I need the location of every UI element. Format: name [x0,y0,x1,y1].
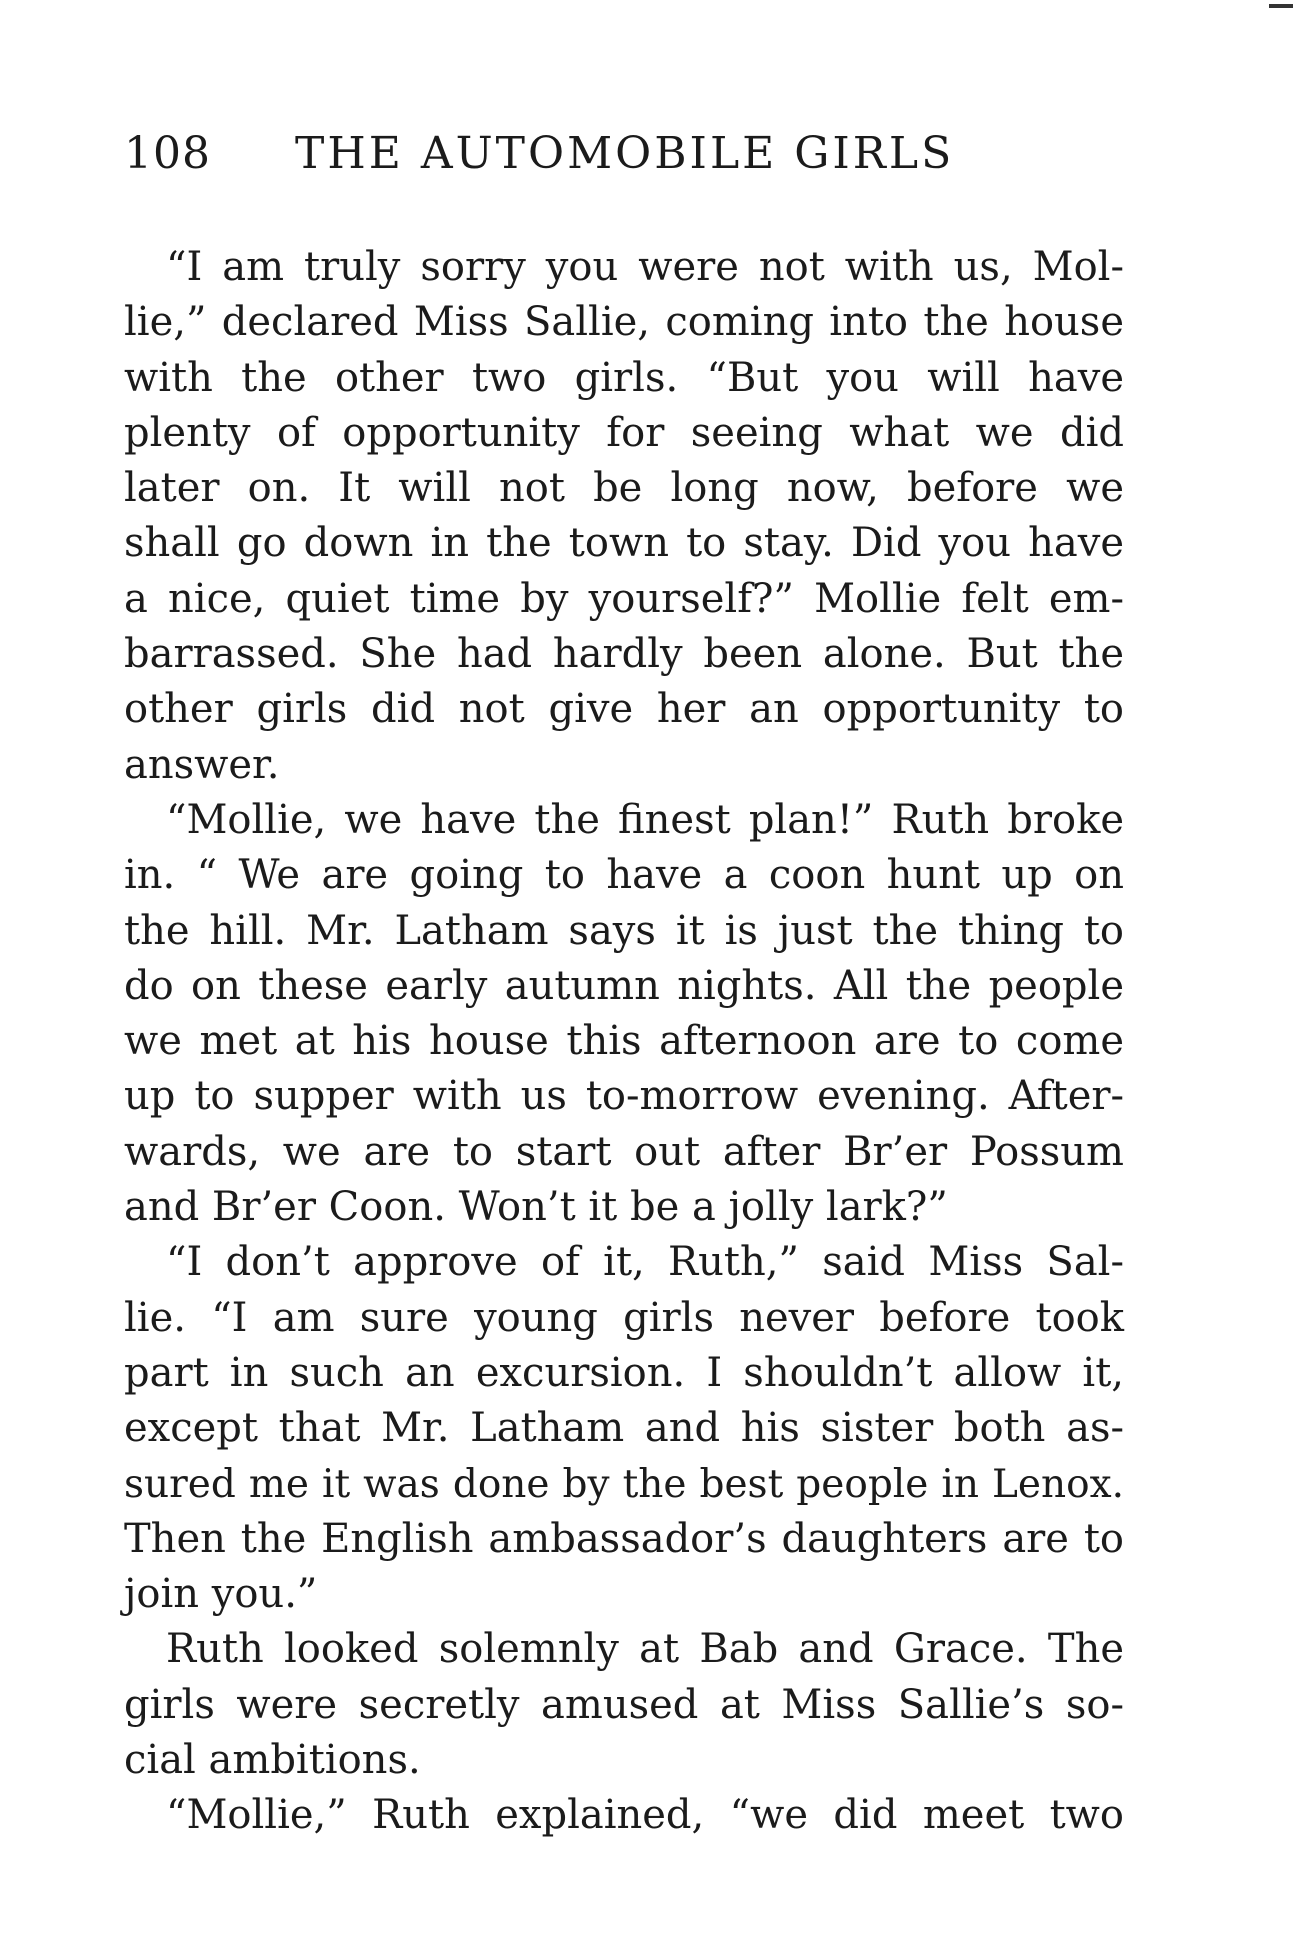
text-line: do on these early autumn nights. All the people [124,962,1124,1009]
text-line: girls were secretly amused at Miss Sallie’s so- [124,1681,1124,1728]
text-line: wards, we are to start out after Br’er Possum [124,1128,1124,1175]
text-line: in. “ We are going to have a coon hunt up on [124,852,1124,899]
text-line: sured me it was done by the best people in Lenox. [124,1461,1124,1507]
page-number: 108 [124,128,211,179]
text-line: “Mollie,” Ruth explained, “we did meet two [166,1792,1124,1839]
text-line: except that Mr. Latham and his sister both as- [124,1405,1124,1452]
text-line: part in such an excursion. I shouldn’t allow it, [124,1349,1124,1396]
text-line: Ruth looked solemnly at Bab and Grace. The [166,1626,1124,1673]
text-line: plenty of opportunity for seeing what we did [124,409,1124,456]
text-line: lie,” declared Miss Sallie, coming into the house [124,299,1124,346]
scan-mark [1269,4,1293,8]
running-title: THE AUTOMOBILE GIRLS [295,128,955,179]
text-line: “I am truly sorry you were not with us, Mol- [166,244,1124,290]
body-text [124,240,1124,1844]
text-line: and Br’er Coon. Won’t it be a jolly lark?” [124,1184,948,1231]
text-line: cial ambitions. [124,1737,421,1784]
text-line: Then the English ambassador’s daughters are to [124,1515,1124,1562]
text-line: other girls did not give her an opportunity to [124,686,1124,733]
text-line: with the other two girls. “But you will have [124,354,1124,401]
running-header [124,128,1124,179]
text-line: answer. [124,741,280,788]
text-line: lie. “I am sure young girls never before took [124,1294,1124,1341]
text-line: the hill. Mr. Latham says it is just the thing to [124,907,1124,954]
text-line: “Mollie, we have the finest plan!” Ruth broke [166,796,1124,843]
text-line: we met at his house this afternoon are to come [124,1018,1124,1065]
text-line: barrassed. She had hardly been alone. But the [124,631,1124,678]
text-line: up to supper with us to-morrow evening. After- [124,1073,1124,1120]
text-line: a nice, quiet time by yourself?” Mollie felt em- [124,575,1124,622]
text-line: shall go down in the town to stay. Did you have [124,520,1124,567]
text-line: join you.” [124,1571,318,1618]
text-line: later on. It will not be long now, before we [124,465,1124,512]
text-line: “I don’t approve of it, Ruth,” said Miss Sal- [166,1239,1124,1286]
